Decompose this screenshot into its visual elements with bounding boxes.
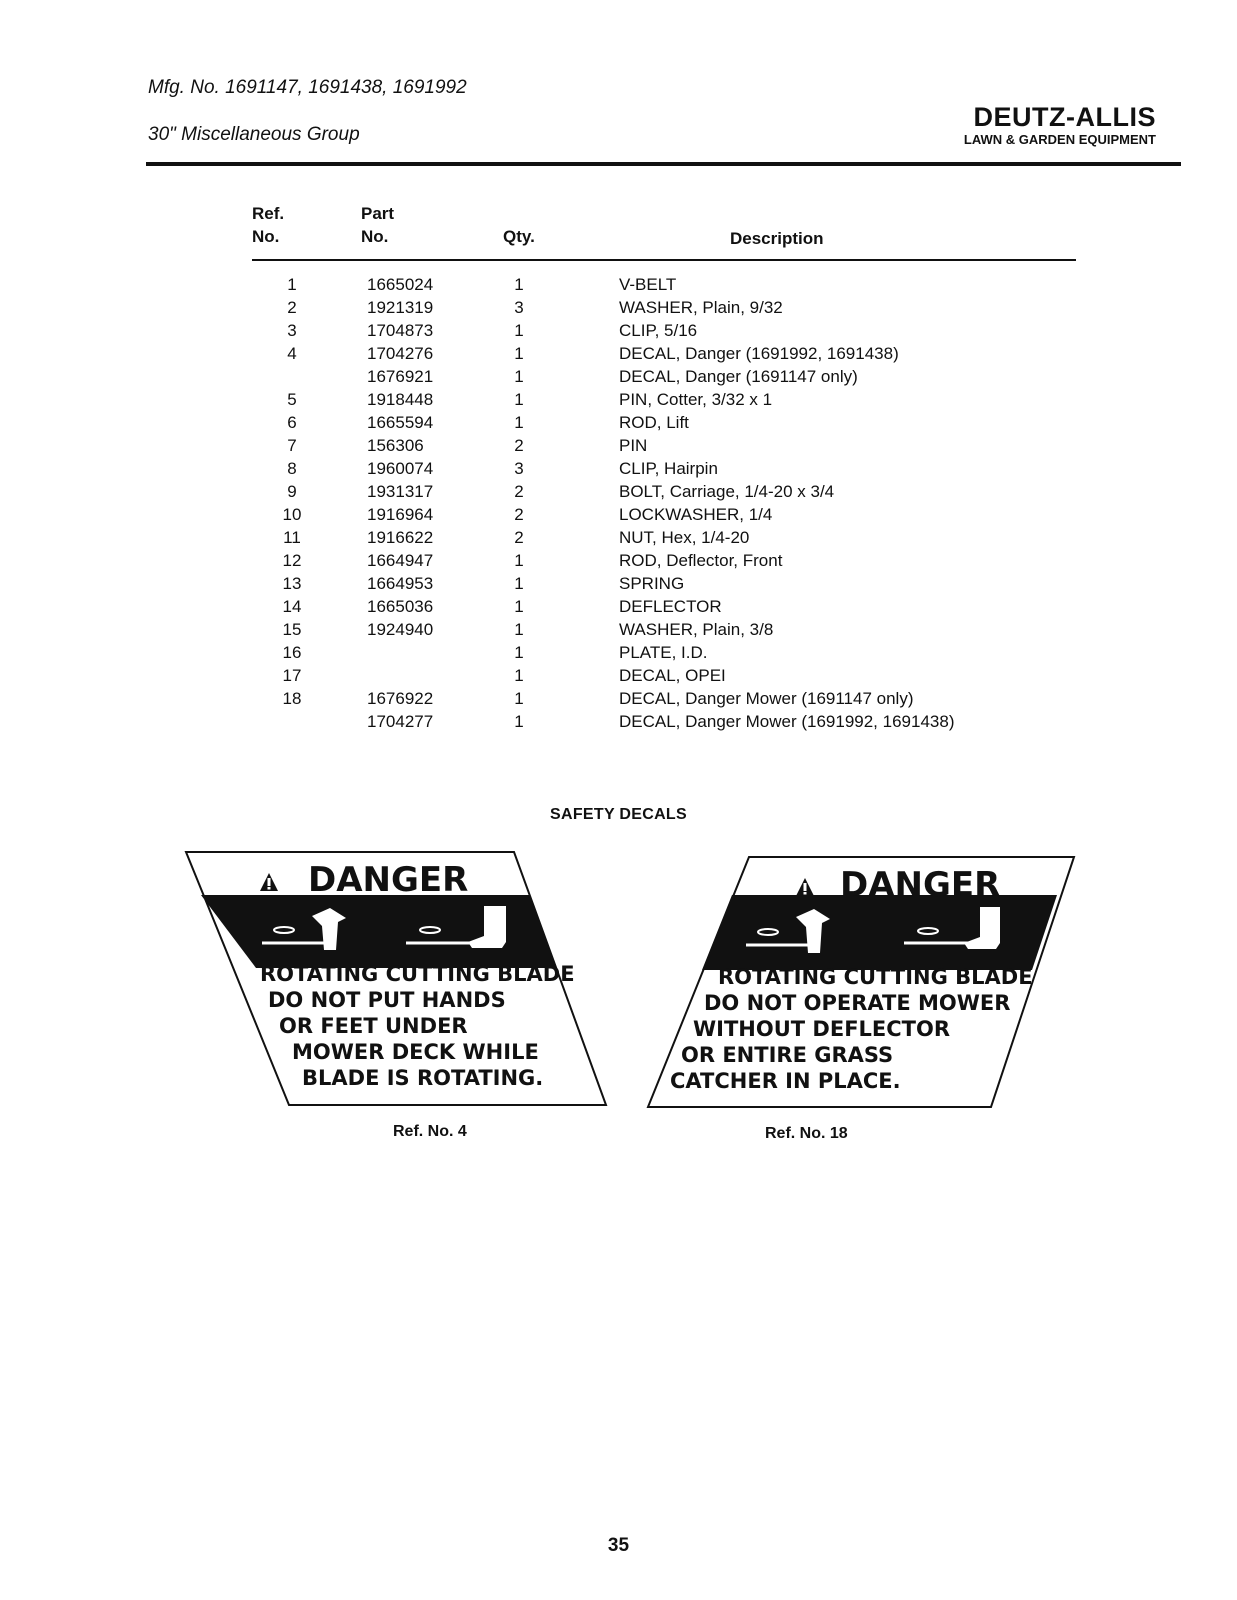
page-number: 35: [607, 1535, 630, 1556]
danger-decal-deflector: [646, 855, 1081, 1111]
decal-black-band: [702, 895, 1057, 970]
cell-description: CLIP, 5/16: [619, 321, 698, 340]
header-ref-line2: No.: [252, 227, 280, 246]
table-row: [0, 365, 1237, 388]
cell-part: 1704873: [367, 321, 434, 340]
cell-description: WASHER, Plain, 3/8: [619, 620, 774, 639]
table-row: [0, 572, 1237, 595]
cell-description: ROD, Lift: [619, 413, 689, 432]
brand-name: DEUTZ-ALLIS: [973, 102, 1156, 132]
cell-ref: 10: [282, 505, 302, 524]
cell-qty: 1: [514, 574, 524, 593]
cell-qty: 1: [514, 643, 524, 662]
table-row: [0, 388, 1237, 411]
cell-ref: 1: [287, 275, 297, 294]
cell-qty: 3: [514, 298, 524, 317]
header-ref-line1: Ref.: [252, 204, 285, 223]
safety-decals-title: SAFETY DECALS: [550, 806, 687, 823]
cell-part: 1665036: [367, 597, 434, 616]
table-row: [0, 710, 1237, 733]
cell-part: 1676922: [367, 689, 434, 708]
cell-qty: 1: [514, 597, 524, 616]
cell-ref: 12: [282, 551, 302, 570]
cell-part: 1704276: [367, 344, 434, 363]
decal-line: ROTATING CUTTING BLADE: [718, 965, 1033, 989]
header-ref: [252, 202, 284, 248]
table-row: [0, 457, 1237, 480]
cell-qty: 1: [514, 666, 524, 685]
table-row: [0, 595, 1237, 618]
cell-part: 1916622: [367, 528, 434, 547]
decal-line: MOWER DECK WHILE: [292, 1040, 539, 1064]
cell-ref: 15: [282, 620, 302, 639]
cell-ref: 7: [287, 436, 297, 455]
cell-description: DECAL, Danger (1691147 only): [619, 367, 858, 386]
header-part: [361, 202, 394, 248]
cell-qty: 1: [514, 413, 524, 432]
cell-ref: 5: [287, 390, 297, 409]
table-row: [0, 342, 1237, 365]
header-description: Description: [730, 229, 824, 248]
cell-description: LOCKWASHER, 1/4: [619, 505, 773, 524]
cell-qty: 1: [514, 390, 524, 409]
table-row: [0, 618, 1237, 641]
cell-description: DECAL, Danger Mower (1691992, 1691438): [619, 712, 955, 731]
cell-qty: 1: [514, 344, 524, 363]
decal-title: DANGER: [308, 860, 469, 900]
cell-ref: 16: [282, 643, 302, 662]
cell-description: DEFLECTOR: [619, 597, 722, 616]
table-row: [0, 273, 1237, 296]
decal-title: DANGER: [840, 865, 1001, 905]
cell-qty: 1: [514, 689, 524, 708]
brand-subtitle: LAWN & GARDEN EQUIPMENT: [963, 132, 1156, 147]
cell-ref: 6: [287, 413, 297, 432]
table-row: [0, 687, 1237, 710]
cell-ref: 8: [287, 459, 297, 478]
cell-description: ROD, Deflector, Front: [619, 551, 783, 570]
cell-description: PLATE, I.D.: [619, 643, 708, 662]
decal-caption: Ref. No. 4: [393, 1123, 467, 1140]
decal-caption: Ref. No. 18: [765, 1125, 848, 1142]
header-part-line2: No.: [361, 227, 389, 246]
manufacturer-numbers: Mfg. No. 1691147, 1691438, 1691992: [148, 77, 467, 98]
cell-part: 1664953: [367, 574, 434, 593]
cell-qty: 1: [514, 321, 524, 340]
group-title: 30" Miscellaneous Group: [148, 124, 360, 145]
cell-ref: 3: [287, 321, 297, 340]
table-row: [0, 411, 1237, 434]
decal-line: BLADE IS ROTATING.: [302, 1066, 544, 1090]
cell-qty: 2: [514, 505, 524, 524]
decal-line: OR ENTIRE GRASS: [681, 1043, 894, 1067]
cell-description: V-BELT: [619, 275, 677, 294]
table-row: [0, 503, 1237, 526]
table-row: [0, 526, 1237, 549]
table-row: [0, 641, 1237, 664]
cell-qty: 1: [514, 551, 524, 570]
cell-qty: 2: [514, 528, 524, 547]
cell-ref: 18: [282, 689, 302, 708]
cell-description: DECAL, Danger (1691992, 1691438): [619, 344, 899, 363]
cell-qty: 2: [514, 436, 524, 455]
cell-part: 1665024: [367, 275, 434, 294]
table-row: [0, 664, 1237, 687]
cell-ref: 13: [282, 574, 302, 593]
cell-qty: 1: [514, 275, 524, 294]
header-rule: [146, 162, 1181, 166]
decal-line: OR FEET UNDER: [279, 1014, 468, 1038]
cell-qty: 1: [514, 367, 524, 386]
table-row: [0, 296, 1237, 319]
cell-qty: 1: [514, 712, 524, 731]
decal-line: WITHOUT DEFLECTOR: [693, 1017, 951, 1041]
cell-part: 1931317: [367, 482, 434, 501]
danger-decal-hands-feet: [184, 850, 609, 1112]
decal-line: DO NOT PUT HANDS: [268, 988, 506, 1012]
cell-description: CLIP, Hairpin: [619, 459, 718, 478]
header-qty: Qty.: [503, 227, 535, 246]
decal-line: DO NOT OPERATE MOWER: [704, 991, 1011, 1015]
cell-description: WASHER, Plain, 9/32: [619, 298, 783, 317]
brand-logo: [964, 104, 1156, 146]
table-header-rule: [252, 259, 1076, 261]
cell-description: DECAL, OPEI: [619, 666, 726, 685]
cell-ref: 17: [282, 666, 302, 685]
cell-description: BOLT, Carriage, 1/4-20 x 3/4: [619, 482, 835, 501]
cell-qty: 2: [514, 482, 524, 501]
cell-part: 1960074: [367, 459, 434, 478]
cell-qty: 1: [514, 620, 524, 639]
cell-description: PIN: [619, 436, 648, 455]
cell-part: 1916964: [367, 505, 434, 524]
cell-description: DECAL, Danger Mower (1691147 only): [619, 689, 914, 708]
cell-description: PIN, Cotter, 3/32 x 1: [619, 390, 773, 409]
cell-part: 1664947: [367, 551, 434, 570]
cell-description: SPRING: [619, 574, 685, 593]
table-row: [0, 480, 1237, 503]
cell-part: 1918448: [367, 390, 434, 409]
cell-ref: 2: [287, 298, 297, 317]
cell-part: 1676921: [367, 367, 434, 386]
cell-part: 156306: [367, 436, 424, 455]
cell-ref: 11: [283, 528, 301, 547]
cell-ref: 14: [282, 597, 302, 616]
cell-part: 1704277: [367, 712, 434, 731]
cell-part: 1665594: [367, 413, 434, 432]
cell-qty: 3: [514, 459, 524, 478]
decal-line: CATCHER IN PLACE.: [670, 1069, 901, 1093]
table-row: [0, 549, 1237, 572]
cell-part: 1924940: [367, 620, 434, 639]
table-row: [0, 434, 1237, 457]
cell-part: 1921319: [367, 298, 434, 317]
cell-ref: 9: [287, 482, 297, 501]
cell-ref: 4: [287, 344, 297, 363]
header-part-line1: Part: [361, 204, 395, 223]
table-row: [0, 319, 1237, 342]
cell-description: NUT, Hex, 1/4-20: [619, 528, 750, 547]
decal-line: ROTATING CUTTING BLADE: [260, 962, 575, 986]
